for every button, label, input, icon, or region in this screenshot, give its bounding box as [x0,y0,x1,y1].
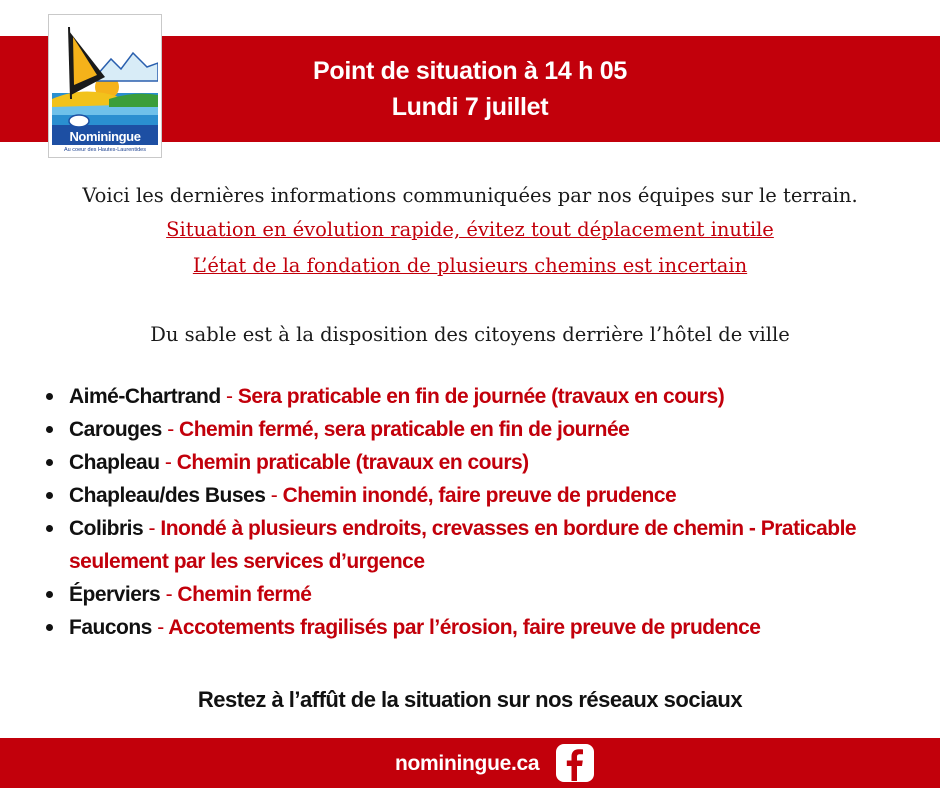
road-name: Éperviers [69,583,161,606]
social-media-note: Restez à l’affût de la situation sur nos réseaux sociaux [197,687,743,712]
warning-road-foundation: L’état de la fondation de plusieurs chemins est incertain [192,254,748,277]
logo-name: Nominingue [69,129,141,144]
road-name: Carouges [69,418,162,441]
separator: - [148,517,156,540]
list-item [40,446,900,479]
list-item [40,479,900,512]
intro-text: Voici les dernières informations communiquées par nos équipes sur le terrain. [82,184,858,207]
road-name: Chapleau [69,451,160,474]
separator: - [226,385,233,408]
website-link[interactable]: nominingue.ca [395,752,540,775]
road-status: Accotements fragilisés par l’érosion, faire preuve de prudence [168,616,761,639]
road-name: Aimé-Chartrand [69,385,221,408]
warning-rapid-change: Situation en évolution rapide, évitez tout déplacement inutile [166,218,774,241]
sand-notice: Du sable est à la disposition des citoyens derrière l’hôtel de ville [150,323,790,346]
list-item [40,611,900,644]
logo-tagline: Au coeur des Hautes-Laurentides [64,147,146,153]
facebook-icon[interactable] [555,743,595,783]
road-status: Inondé à plusieurs endroits, crevasses en bordure de chemin - Praticable seulement par les services d’urgence [69,517,857,573]
road-status: Chemin fermé [177,583,312,606]
road-status: Sera praticable en fin de journée (travaux en cours) [237,385,725,408]
separator: - [270,484,278,507]
list-item [40,512,900,578]
list-item [40,578,900,611]
nominingue-logo [48,14,162,158]
title-line-2: Lundi 7 juillet [391,93,549,121]
separator: - [164,451,172,474]
road-name: Colibris [69,517,144,540]
title-line-1: Point de situation à 14 h 05 [313,57,627,85]
separator: - [167,418,174,441]
list-item [40,413,900,446]
page-title [180,36,760,142]
list-item [40,380,900,413]
separator: - [157,616,164,639]
road-status-list [40,380,900,644]
road-status: Chemin praticable (travaux en cours) [176,451,529,474]
separator: - [165,583,173,606]
road-status: Chemin fermé, sera praticable en fin de journée [179,418,630,441]
road-name: Faucons [69,616,152,639]
road-name: Chapleau/des Buses [69,484,266,507]
road-status: Chemin inondé, faire preuve de prudence [282,484,677,507]
